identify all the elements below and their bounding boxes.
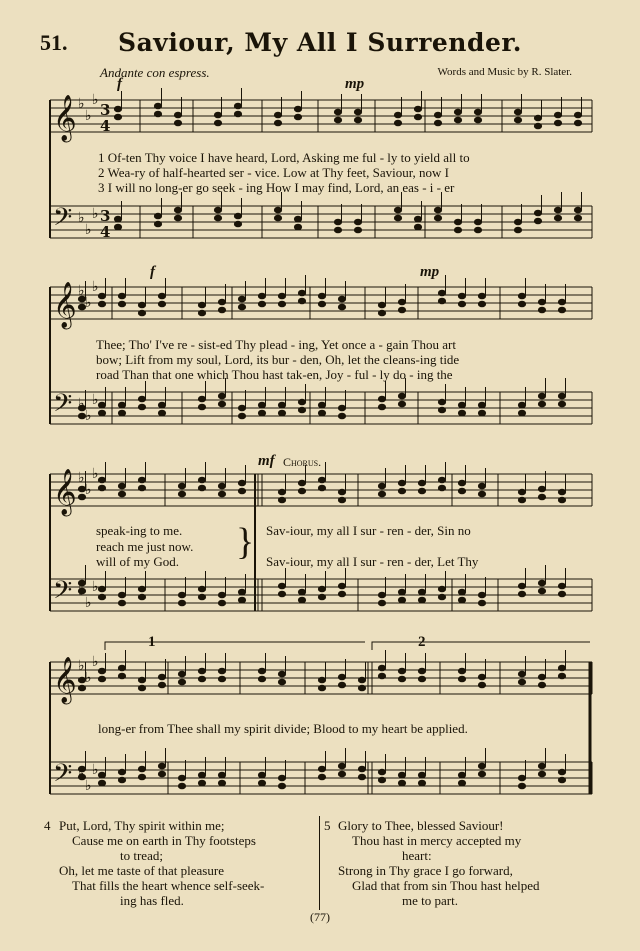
svg-text:3: 3 [100,101,111,119]
stanza5-line3: heart: [402,848,432,863]
svg-text:♭: ♭ [85,108,92,124]
stanza5-line6: me to part. [402,893,458,908]
stanza5-line2: Thou hast in mercy accepted my [352,833,522,848]
svg-text:♭: ♭ [92,392,99,408]
svg-text:𝄞: 𝄞 [53,469,77,515]
svg-text:♭: ♭ [85,482,92,498]
stanza5-line1: Glory to Thee, blessed Saviour! [338,818,504,833]
stanza5-line4: Strong in Thy grace I go forward, [338,863,513,878]
stanza4-line4: Oh, let me taste of that pleasure [59,863,224,878]
system3-verse1-ending: speak-ing to me. [96,523,183,538]
tempo-marking: Andante con espress. [100,65,210,80]
stanza4-line6: ing has fled. [120,893,184,908]
dynamic-forte-2: f [150,264,155,280]
svg-text:♭: ♭ [85,295,92,311]
system1-verse3-lyrics: 3 I will no long-er go seek - ing How I may find, Lord, an eas - i - er [98,180,455,195]
stanza5-number: 5 [324,818,331,833]
svg-text:𝄞: 𝄞 [53,657,77,703]
svg-text:𝄢: 𝄢 [53,576,73,611]
system3-verse3-ending: will of my God. [96,554,180,569]
system4-lyrics: long-er from Thee shall my spirit divide; Blood to my heart be applied. [98,721,468,736]
stanza4-line3: to tread; [120,848,163,863]
stanza-divider [319,816,320,910]
svg-text:♭: ♭ [78,766,85,782]
svg-text:♭: ♭ [92,206,99,222]
svg-text:♭: ♭ [85,408,92,424]
svg-text:4: 4 [100,223,111,241]
page-number: (77) [310,910,330,924]
system2-verse1-lyrics: Thee; Tho' I've re - sist-ed Thy plead - ing, Yet once a - gain Thou art [96,337,456,352]
second-ending-number: 2 [418,634,426,650]
stanza5-line5: Glad that from sin Thou hast helped [352,878,540,893]
svg-text:𝄞: 𝄞 [53,95,77,141]
stanza4-line1: Put, Lord, Thy spirit within me; [59,818,225,833]
dynamic-mezzo-piano-2: mp [420,264,440,280]
svg-text:♭: ♭ [85,778,92,794]
svg-text:𝄢: 𝄢 [53,389,73,424]
svg-text:♭: ♭ [92,279,99,295]
svg-text:♭: ♭ [78,470,85,486]
svg-text:♭: ♭ [78,583,85,599]
svg-text:♭: ♭ [85,595,92,611]
svg-text:𝄞: 𝄞 [53,282,77,328]
hymn-number: 51. [40,30,68,55]
system2-verse2-lyrics: bow; Lift from my soul, Lord, its bur - den, Oh, let the cleans-ing tide [96,352,460,367]
svg-text:♭: ♭ [78,283,85,299]
svg-text:♭: ♭ [85,670,92,686]
stanza4-number: 4 [44,818,51,833]
svg-text:♭: ♭ [92,92,99,108]
chorus-lyrics-line1: Sav-iour, my all I sur - ren - der, Sin no [266,523,471,538]
system3-verse2-ending: reach me just now. [96,539,194,554]
verse-brace: } [236,521,255,563]
dynamic-mezzo-forte: mf [258,453,275,469]
hymn-title: Saviour, My All I Surrender. [118,28,522,57]
svg-text:♭: ♭ [92,466,99,482]
system2-verse3-lyrics: road Than that one which Thou hast tak-en, Joy - ful - ly do - ing the [96,367,453,382]
svg-text:♭: ♭ [92,579,99,595]
first-ending-number: 1 [148,634,156,650]
system1-verse1-lyrics: 1 Of-ten Thy voice I have heard, Lord, Asking me ful - ly to yield all to [98,150,470,165]
svg-text:♭: ♭ [85,222,92,238]
stanza4-line5: That fills the heart whence self-seek- [72,878,265,893]
svg-text:𝄢: 𝄢 [53,759,73,794]
stanza4-line2: Cause me on earth in Thy footsteps [72,833,256,848]
chorus-label: Chorus. [283,455,322,469]
dynamic-mezzo-piano-1: mp [345,76,365,92]
author-credit: Words and Music by R. Slater. [437,66,572,78]
chorus-lyrics-line2: Sav-iour, my all I sur - ren - der, Let Thy [266,554,479,569]
svg-text:𝄢: 𝄢 [53,203,73,238]
svg-text:♭: ♭ [78,396,85,412]
svg-text:♭: ♭ [92,654,99,670]
dynamic-forte-1: f [117,76,122,92]
svg-text:♭: ♭ [92,762,99,778]
system1-verse2-lyrics: 2 Wea-ry of half-hearted ser - vice. Low at Thy feet, Saviour, now I [98,165,449,180]
svg-text:♭: ♭ [78,210,85,226]
svg-text:♭: ♭ [78,96,85,112]
svg-text:♭: ♭ [78,658,85,674]
svg-text:4: 4 [100,117,111,135]
svg-text:3: 3 [100,207,111,225]
